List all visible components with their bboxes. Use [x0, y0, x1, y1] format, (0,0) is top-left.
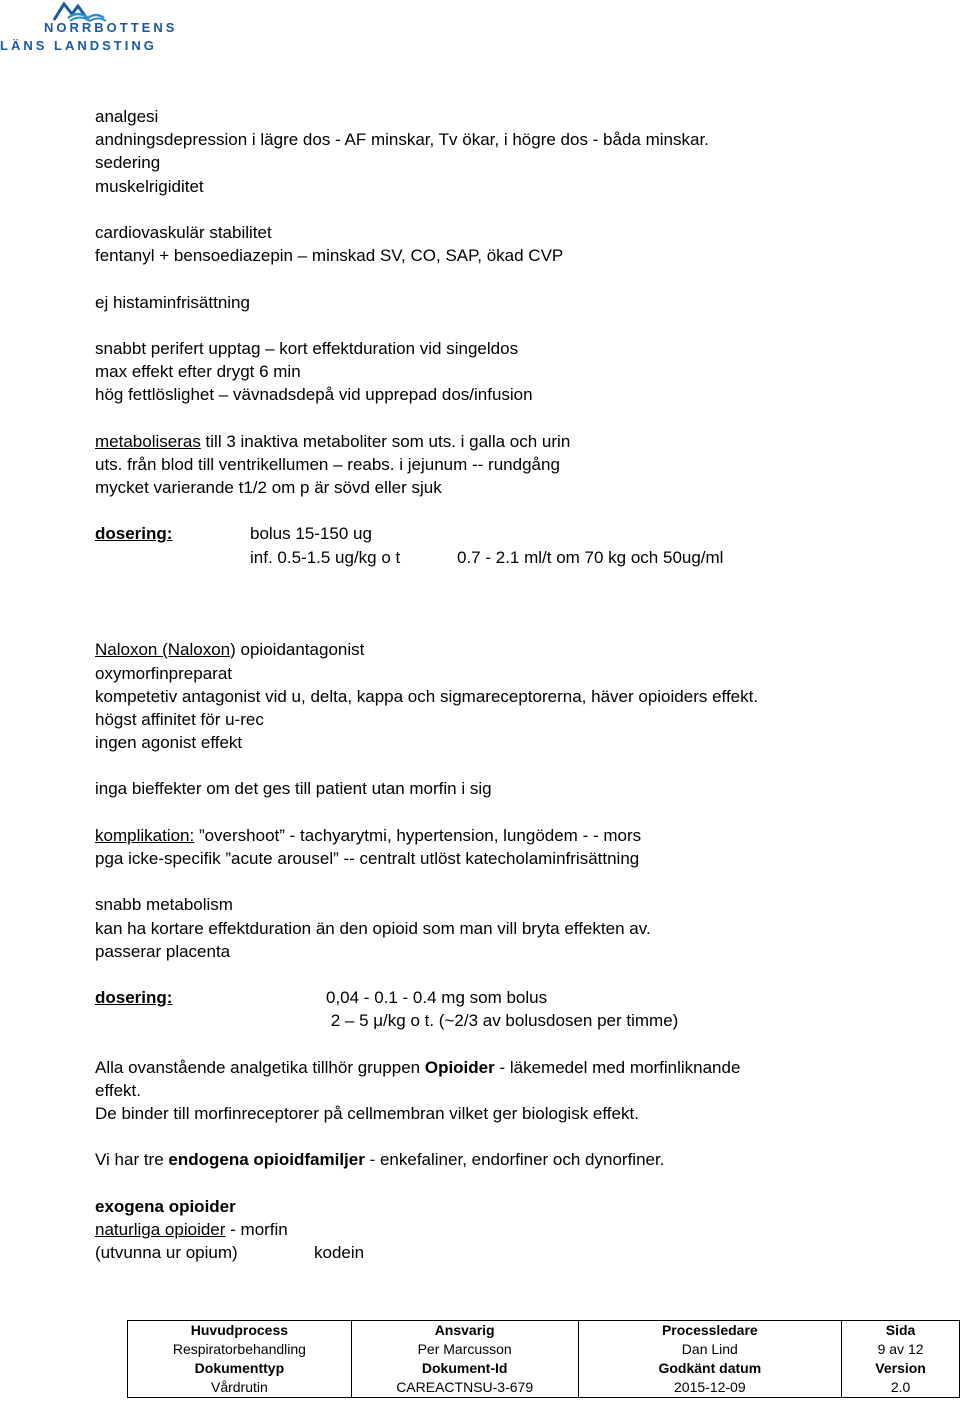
logo-text-line2: LÄNS LANDSTING: [0, 38, 157, 53]
text-span: till 3 inaktiva metaboliter som uts. i galla och urin: [200, 431, 571, 451]
text-line: kompetetiv antagonist vid u, delta, kappa och sigmareceptorerna, häver opioiders effekt.: [95, 686, 759, 706]
text-span: ) opioidantagonist: [230, 640, 365, 660]
opioider-term: Opioider: [424, 1057, 495, 1077]
metaboliseras-term: metaboliseras: [95, 431, 201, 451]
document-body: [95, 105, 935, 1264]
footer-header: Sida: [842, 1321, 960, 1341]
dosage-label: dosering:: [95, 524, 173, 544]
text-line: kan ha kortare effektduration än den opioid som man vill bryta effekten av.: [95, 918, 651, 938]
logo: [0, 0, 178, 60]
text-line: analgesi: [95, 107, 159, 126]
dosage-line: [95, 1009, 935, 1032]
text-line: [95, 1241, 935, 1264]
dosage-value: 2 – 5 μ/kg o t. (~2/3 av bolusdosen per timme): [326, 1011, 679, 1031]
footer-header: Godkänt datum: [578, 1359, 842, 1378]
text-line: De binder till morfinreceptorer på cellmembran vilket ger biologisk effekt.: [95, 1104, 639, 1124]
footer-value: 2015-12-09: [578, 1378, 842, 1398]
dosage-value: inf. 0.5-1.5 ug/kg o t: [250, 547, 401, 567]
text-span: kodein: [314, 1243, 365, 1263]
text-line: pga icke-specifik ”acute arousel” -- centralt utlöst katecholaminfrisättning: [95, 849, 640, 868]
text-line: sedering: [95, 153, 161, 173]
text-line: inga bieffekter om det ges till patient utan morfin i sig: [95, 779, 492, 799]
text-span: Vi har tre: [95, 1150, 169, 1170]
footer-value: Per Marcusson: [351, 1340, 578, 1359]
logo-text-line1: NORRBOTTENS: [44, 20, 178, 35]
footer-value: 2.0: [842, 1378, 960, 1398]
text-span: - läkemedel med morfinliknande: [494, 1057, 741, 1077]
text-line: hög fettlöslighet – vävnadsdepå vid upprepad dos/infusion: [95, 385, 533, 405]
text-line: ingen agonist effekt: [95, 733, 243, 753]
text-span: (utvunna ur opium): [95, 1243, 238, 1263]
dosage-value: 0,04 - 0.1 - 0.4 mg som bolus: [326, 988, 548, 1008]
footer-value: Dan Lind: [578, 1340, 842, 1359]
dosage-value: 0.7 - 2.1 ml/t om 70 kg och 50ug/ml: [457, 547, 724, 567]
dosage-value: bolus 15-150 ug: [250, 524, 372, 544]
text-line: passerar placenta: [95, 941, 231, 961]
text-line: [95, 1056, 935, 1079]
text-line: uts. från blod till ventrikellumen – reabs. i jejunum -- rundgång: [95, 454, 560, 474]
komplikation-label: komplikation:: [95, 825, 195, 845]
text-line: andningsdepression i lägre dos - AF minskar, Tv ökar, i högre dos - båda minskar.: [95, 130, 709, 150]
text-line: [95, 430, 935, 453]
dosage-line: [95, 522, 935, 545]
text-line: effekt.: [95, 1080, 141, 1100]
footer-header: Processledare: [578, 1321, 842, 1341]
subheading: exogena opioider: [95, 1196, 236, 1216]
text-line: snabb metabolism: [95, 895, 233, 915]
text-line: snabbt perifert upptag – kort effektduration vid singeldos: [95, 338, 519, 358]
text-line: cardiovaskulär stabilitet: [95, 222, 272, 242]
text-line: mycket varierande t1/2 om p är sövd eller sjuk: [95, 478, 442, 497]
footer-header: Dokumenttyp: [128, 1359, 352, 1378]
dosage-line: [95, 986, 935, 1009]
footer-value: 9 av 12: [842, 1340, 960, 1359]
text-line: [95, 1218, 935, 1241]
drug-name: Naloxon (Naloxon: [95, 640, 231, 660]
footer-header: Version: [842, 1359, 960, 1378]
text-span: ”overshoot” - tachyarytmi, hypertension, lungödem - - mors: [194, 825, 642, 845]
text-line: [95, 1148, 935, 1171]
footer-value: Respiratorbehandling: [128, 1340, 352, 1359]
text-line: oxymorfinpreparat: [95, 663, 233, 683]
naturliga-term: naturliga opioider: [95, 1220, 226, 1239]
text-line: [95, 824, 935, 847]
footer-header: Ansvarig: [351, 1321, 578, 1341]
dosage-label: dosering:: [95, 988, 173, 1008]
heading-line: [95, 638, 935, 661]
logo-mark-icon: [48, 0, 108, 22]
document-footer-table: [127, 1320, 960, 1398]
text-line: högst affinitet för u-rec: [95, 709, 264, 729]
text-span: - morfin: [225, 1220, 288, 1239]
dosage-line: [95, 546, 935, 569]
text-span: - enkefaliner, endorfiner och dynorfiner.: [364, 1150, 665, 1170]
footer-value: Vårdrutin: [128, 1378, 352, 1398]
text-line: ej histaminfrisättning: [95, 292, 250, 312]
footer-header: Huvudprocess: [128, 1321, 352, 1341]
footer-header: Dokument-Id: [351, 1359, 578, 1378]
endogena-term: endogena opioidfamiljer: [168, 1150, 365, 1170]
footer-value: CAREACTNSU-3-679: [351, 1378, 578, 1398]
text-line: fentanyl + bensoediazepin – minskad SV, CO, SAP, ökad CVP: [95, 246, 564, 266]
text-line: muskelrigiditet: [95, 176, 204, 196]
text-line: max effekt efter drygt 6 min: [95, 362, 301, 382]
text-span: Alla ovanstående analgetika tillhör gruppen: [95, 1057, 425, 1077]
